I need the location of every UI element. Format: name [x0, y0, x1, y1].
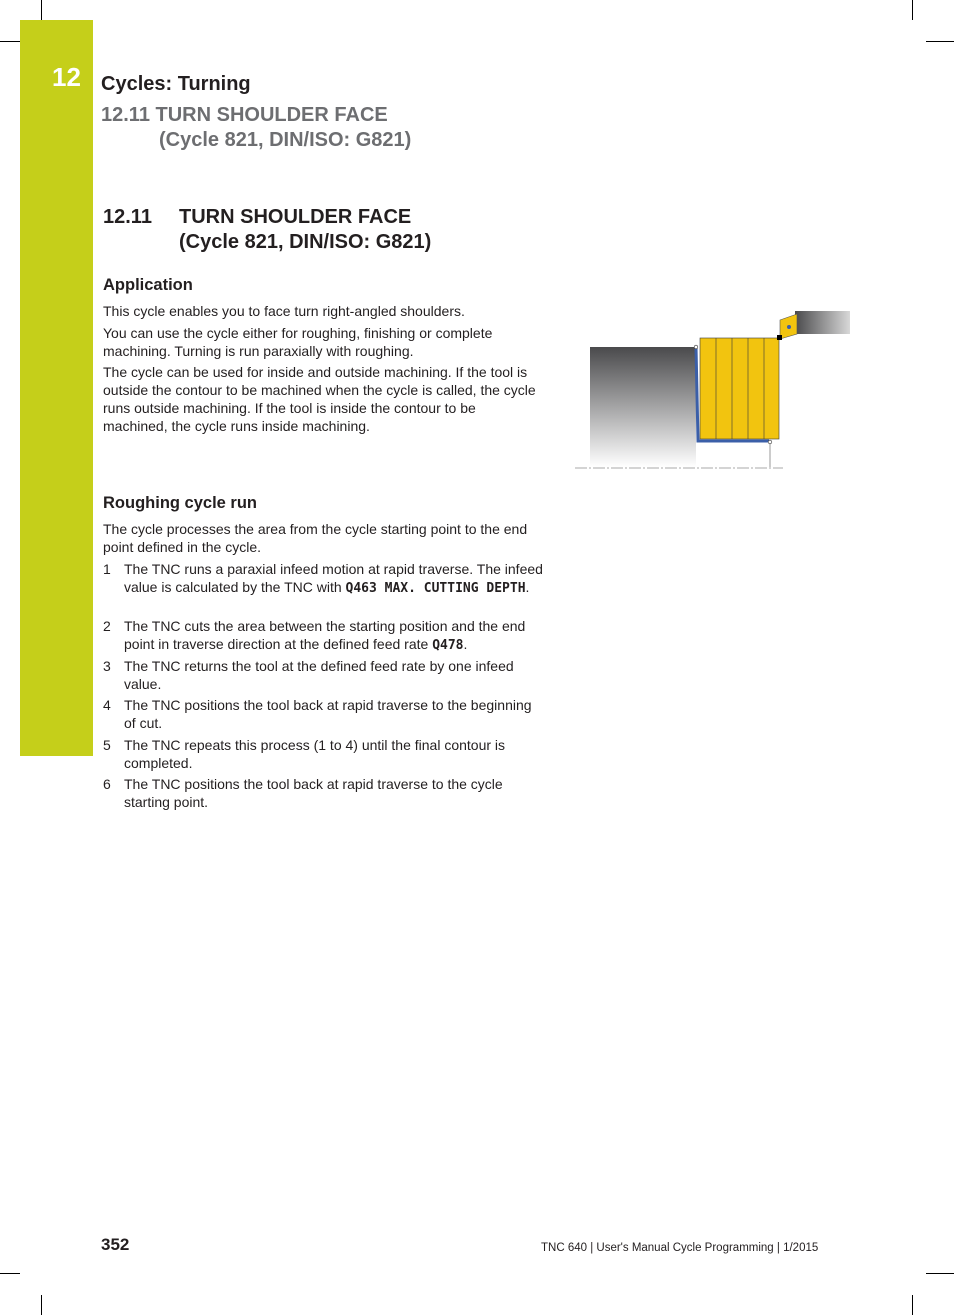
list-item-text: The TNC positions the tool back at rapid traverse to the cycle starting point.: [124, 776, 503, 810]
chapter-tab: [20, 20, 93, 756]
shoulder-face-diagram: [573, 310, 853, 475]
list-item-text: The TNC returns the tool at the defined feed rate by one infeed value.: [124, 658, 514, 692]
parameter-code: Q463 MAX. CUTTING DEPTH: [345, 581, 526, 596]
list-item-number: 4: [103, 697, 111, 713]
insert-screw: [787, 325, 791, 329]
section-number: 12.11: [103, 206, 152, 228]
crop-mark: [926, 41, 954, 42]
list-item-text: The TNC runs a paraxial infeed motion at rapid traverse. The infeed value is calculated by the TNC with Q463 MAX. CUTTING DEPTH.: [124, 561, 543, 596]
list-item-number: 2: [103, 618, 111, 634]
crop-mark: [912, 0, 913, 20]
running-header-section-line2: (Cycle 821, DIN/ISO: G821): [159, 129, 412, 151]
page-number: 352: [101, 1235, 130, 1254]
stock-area: [700, 338, 779, 439]
list-item-number: 6: [103, 776, 111, 792]
roughing-heading: Roughing cycle run: [103, 494, 258, 512]
roughing-intro: The cycle processes the area from the cycle starting point to the end point defined in the cycle.: [103, 521, 528, 555]
crop-mark: [0, 1273, 20, 1274]
list-item-number: 5: [103, 737, 111, 753]
list-item-text: The TNC cuts the area between the starting position and the end point in traverse direction at the defined feed rate Q478.: [124, 618, 526, 653]
contour-start-point: [694, 345, 698, 349]
running-header-section-line1: 12.11 TURN SHOULDER FACE: [101, 104, 388, 126]
application-paragraph: The cycle can be used for inside and outside machining. If the tool is outside the contour to be machined when the cycle is called, the cycle runs outside machining. If the tool is inside the contour to be machined, the cycle runs inside machining.: [103, 364, 536, 434]
footer-text: TNC 640 | User's Manual Cycle Programming | 1/2015: [541, 1242, 819, 1254]
crop-mark: [0, 41, 20, 42]
list-item-text: The TNC positions the tool back at rapid traverse to the beginning of cut.: [124, 697, 532, 731]
application-paragraph: This cycle enables you to face turn right-angled shoulders.: [103, 303, 465, 319]
running-header-title: Cycles: Turning: [101, 73, 251, 95]
chapter-number: 12: [52, 62, 81, 92]
list-item-number: 1: [103, 561, 111, 577]
application-heading: Application: [103, 276, 193, 294]
application-paragraph: You can use the cycle either for roughing, finishing or complete machining. Turning is run paraxially with roughing.: [103, 325, 493, 359]
list-item-text: The TNC repeats this process (1 to 4) until the final contour is completed.: [124, 737, 506, 771]
parameter-code: Q478: [432, 638, 464, 653]
crop-mark: [912, 1295, 913, 1315]
cycle-start-point: [777, 335, 782, 340]
section-title-line1: TURN SHOULDER FACE: [179, 206, 412, 228]
crop-mark: [41, 0, 42, 20]
workpiece: [590, 347, 696, 467]
list-item-number: 3: [103, 658, 111, 674]
section-title-line2: (Cycle 821, DIN/ISO: G821): [179, 231, 432, 253]
crop-mark: [926, 1273, 954, 1274]
contour-end-point: [768, 440, 772, 444]
crop-mark: [41, 1295, 42, 1315]
tool-holder: [795, 311, 850, 334]
